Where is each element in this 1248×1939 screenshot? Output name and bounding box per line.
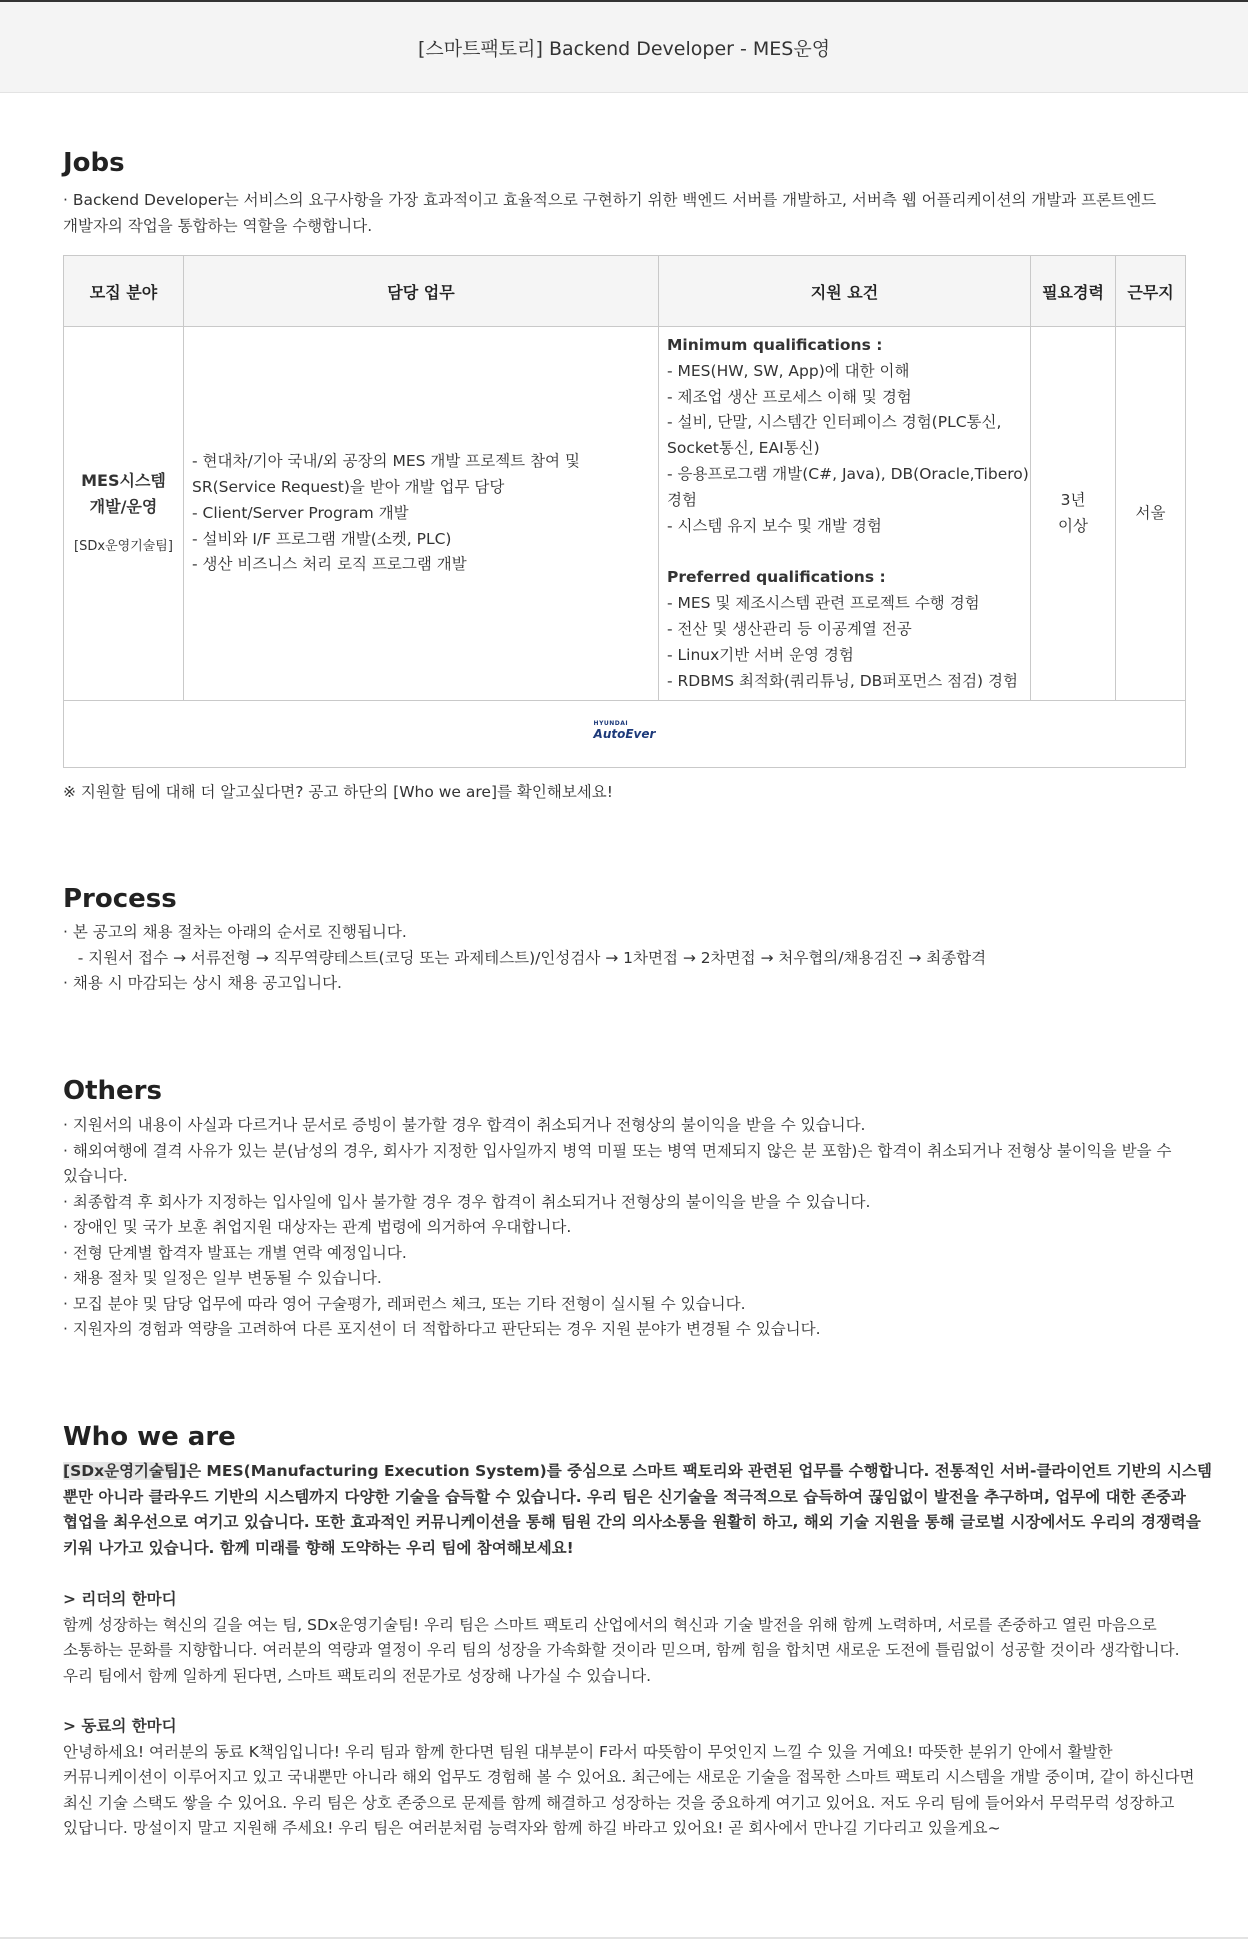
table-row <box>64 327 1186 701</box>
others-line: · 지원서의 내용이 사실과 다르거나 문서로 증빙이 불가할 경우 합격이 취소되거나 전형상의 불이익을 받을 수 있습니다. <box>63 1116 866 1134</box>
experience-cell <box>1031 327 1116 701</box>
min-qualification-line: Socket통신, EAI통신) <box>667 439 820 458</box>
who-intro-line: 협업을 최우선으로 여기고 있습니다. 또한 효과적인 커뮤니케이션을 통해 팀원 간의 의사소통을 원활히 하고, 해외 기술 지원을 통해 글로벌 시장에서도 우리의 경쟁력을 <box>63 1513 1201 1531</box>
who-we-are-heading: Who we are <box>63 1422 236 1452</box>
jobs-intro-line: · Backend Developer는 서비스의 요구사항을 가장 효과적이고 효율적으로 구현하기 위한 백엔드 서버를 개발하고, 서버측 웹 어플리케이션의 개발과 프론트엔드 <box>63 191 1157 209</box>
peer-line: 있답니다. 망설이지 말고 지원해 주세요! 우리 팀은 여러분처럼 능력자와 함께 하길 바라고 있어요! 곧 회사에서 만나길 기다리고 있을게요~ <box>63 1819 1001 1837</box>
others-line: · 채용 절차 및 일정은 일부 변동될 수 있습니다. <box>63 1269 382 1287</box>
column-header-location: 근무지 <box>1116 256 1186 327</box>
column-header-requirements: 지원 요건 <box>659 256 1031 327</box>
process-line: · 채용 시 마감되는 상시 채용 공고입니다. <box>63 974 342 992</box>
process-line: - 지원서 접수 → 서류전형 → 직무역량테스트(코딩 또는 과제테스트)/인성검사 → 1차면접 → 2차면접 → 처우협의/채용검진 → 최종합격 <box>63 948 987 967</box>
jobs-heading: Jobs <box>63 148 125 178</box>
preferred-qualification-line: - 전산 및 생산관리 등 이공계열 전공 <box>667 619 912 638</box>
spacer <box>667 539 1022 565</box>
who-intro <box>63 1459 1212 1561</box>
field-cell <box>64 327 184 701</box>
jobs-table <box>63 255 1186 768</box>
requirements-cell <box>659 327 1031 701</box>
duty-line: - 현대차/기아 국내/외 공장의 MES 개발 프로젝트 참여 및 <box>192 452 580 471</box>
others-line: · 전형 단계별 합격자 발표는 개별 연락 예정입니다. <box>63 1243 407 1262</box>
preferred-qualification-line: - RDBMS 최적화(쿼리튜닝, DB퍼포먼스 점검) 경험 <box>667 671 1018 690</box>
duty-line: - 생산 비즈니스 처리 로직 프로그램 개발 <box>192 555 467 574</box>
duties-cell <box>184 327 659 701</box>
jobs-intro-line: 개발자의 작업을 통합하는 역할을 수행합니다. <box>63 216 373 235</box>
who-intro-line: 뿐만 아니라 클라우드 기반의 시스템까지 다양한 기술을 습득할 수 있습니다. 우리 팀은 신기술을 적극적으로 습득하여 끊임없이 발전을 추구하며, 업무에 대한 존중과 <box>63 1487 1186 1506</box>
preferred-qualification-line: - MES 및 제조시스템 관련 프로젝트 수행 경험 <box>667 594 980 613</box>
peer-line: 최신 기술 스택도 쌓을 수 있어요. 우리 팀은 상호 존중으로 문제를 함께 해결하고 성장하는 것을 중요하게 여기고 있어요. 저도 우리 팀에 들어와서 무럭무럭 성장하고 <box>63 1793 1175 1812</box>
leader-section <box>63 1587 1180 1689</box>
min-qualifications-title: Minimum qualifications : <box>667 336 883 354</box>
leader-title: > 리더의 한마디 <box>63 1590 177 1608</box>
page-header <box>0 2 1248 93</box>
min-qualification-line: - MES(HW, SW, App)에 대한 이해 <box>667 361 910 380</box>
others-heading: Others <box>63 1076 162 1106</box>
min-qualification-line: - 시스템 유지 보수 및 개발 경험 <box>667 516 882 535</box>
who-intro-line: 키워 나가고 있습니다. 함께 미래를 향해 도약하는 우리 팀에 참여해보세요! <box>63 1538 574 1557</box>
leader-line: 우리 팀에서 함께 일하게 된다면, 스마트 팩토리의 전문가로 성장해 나가실 수 있습니다. <box>63 1666 652 1685</box>
others-line: · 최종합격 후 회사가 지정하는 입사일에 입사 불가할 경우 경우 합격이 취소되거나 전형상의 불이익을 받을 수 있습니다. <box>63 1192 871 1211</box>
peer-title: > 동료의 한마디 <box>63 1717 177 1735</box>
duty-line: - 설비와 I/F 프로그램 개발(소켓, PLC) <box>192 529 452 548</box>
others-line: · 해외여행에 결격 사유가 있는 분(남성의 경우, 회사가 지정한 입사일까지 병역 미필 또는 병역 면제되지 않은 분 포함)은 합격이 취소되거나 전형상 불이익을 받을 수 <box>63 1141 1172 1160</box>
field-name-line: 개발/운영 <box>89 496 158 516</box>
experience-line: 이상 <box>1058 516 1088 535</box>
others-body <box>63 1113 1172 1343</box>
process-line: · 본 공고의 채용 절차는 아래의 순서로 진행됩니다. <box>63 923 407 941</box>
peer-section <box>63 1714 1195 1842</box>
team-note <box>63 780 613 806</box>
min-qualification-line: 경험 <box>667 490 697 509</box>
logo-bottom-text: AutoEver <box>593 727 656 742</box>
others-line: 있습니다. <box>63 1167 128 1185</box>
field-name-line: MES시스템 <box>81 470 166 490</box>
hyundai-autoever-logo <box>594 721 656 740</box>
preferred-qualifications-title: Preferred qualifications : <box>667 568 886 587</box>
who-intro-line <box>63 1459 1212 1485</box>
page-title: [스마트팩토리] Backend Developer - MES운영 <box>417 37 831 60</box>
min-qualification-line: - 제조업 생산 프로세스 이해 및 경험 <box>667 387 912 406</box>
jobs-intro <box>63 188 1156 239</box>
field-team: [SDx운영기술팀] <box>74 538 173 554</box>
peer-line: 안녕하세요! 여러분의 동료 K책임입니다! 우리 팀과 함께 한다면 팀원 대부분이 F라서 따뜻함이 무엇인지 느낄 수 있을 거예요! 따뜻한 분위기 안에서 활발한 <box>63 1742 1113 1761</box>
column-header-duties: 담당 업무 <box>184 256 659 327</box>
duty-line: - Client/Server Program 개발 <box>192 503 409 522</box>
logo-row <box>64 701 1186 768</box>
location-cell: 서울 <box>1116 327 1186 701</box>
column-header-experience: 필요경력 <box>1031 256 1116 327</box>
experience-line: 3년 <box>1060 490 1086 509</box>
process-body <box>63 920 986 997</box>
logo-top-text: HYUNDAI <box>593 720 629 728</box>
leader-line: 소통하는 문화를 지향합니다. 여러분의 역량과 열정이 우리 팀의 성장을 가속화할 것이라 믿으며, 함께 힘을 합치면 새로운 도전에 틀림없이 성공할 것이라 생각합니다. <box>63 1641 1180 1659</box>
min-qualification-line: - 응용프로그램 개발(C#, Java), DB(Oracle,Tibero) <box>667 464 1029 483</box>
process-heading: Process <box>63 884 177 914</box>
team-tag: [SDx운영기술팀] <box>63 1462 187 1480</box>
min-qualification-line: - 설비, 단말, 시스템간 인터페이스 경험(PLC통신, <box>667 413 1002 432</box>
peer-line: 커뮤니케이션이 이루어지고 있고 국내뿐만 아니라 해외 업무도 경험해 볼 수 있어요. 최근에는 새로운 기술을 접목한 스마트 팩토리 시스템을 개발 중이며, 같이 하신다면 <box>63 1768 1195 1786</box>
preferred-qualification-line: - Linux기반 서버 운영 경험 <box>667 645 854 664</box>
leader-line: 함께 성장하는 혁신의 길을 여는 팀, SDx운영기술팀! 우리 팀은 스마트 팩토리 산업에서의 혁신과 기술 발전을 위해 함께 노력하며, 서로를 존중하고 열린 마음으로 <box>63 1615 1157 1634</box>
column-header-field: 모집 분야 <box>64 256 184 327</box>
others-line: · 장애인 및 국가 보훈 취업지원 대상자는 관계 법령에 의거하여 우대합니다. <box>63 1218 572 1236</box>
others-line: · 모집 분야 및 담당 업무에 따라 영어 구술평가, 레퍼런스 체크, 또는 기타 전형이 실시될 수 있습니다. <box>63 1294 746 1313</box>
who-intro-text: 은 MES(Manufacturing Execution System)를 중심으로 스마트 팩토리와 관련된 업무를 수행합니다. 전통적인 서버-클라이언트 기반의 시스템 <box>186 1462 1212 1480</box>
logo-cell <box>64 701 1186 768</box>
duty-line: SR(Service Request)을 받아 개발 업무 담당 <box>192 477 505 496</box>
team-note-text: ※ 지원할 팀에 대해 더 알고싶다면? 공고 하단의 [Who we are]를 확인해보세요! <box>63 783 613 801</box>
others-line: · 지원자의 경험과 역량을 고려하여 다른 포지션이 더 적합하다고 판단되는 경우 지원 분야가 변경될 수 있습니다. <box>63 1320 821 1338</box>
jobs-table-header-row <box>64 256 1186 327</box>
